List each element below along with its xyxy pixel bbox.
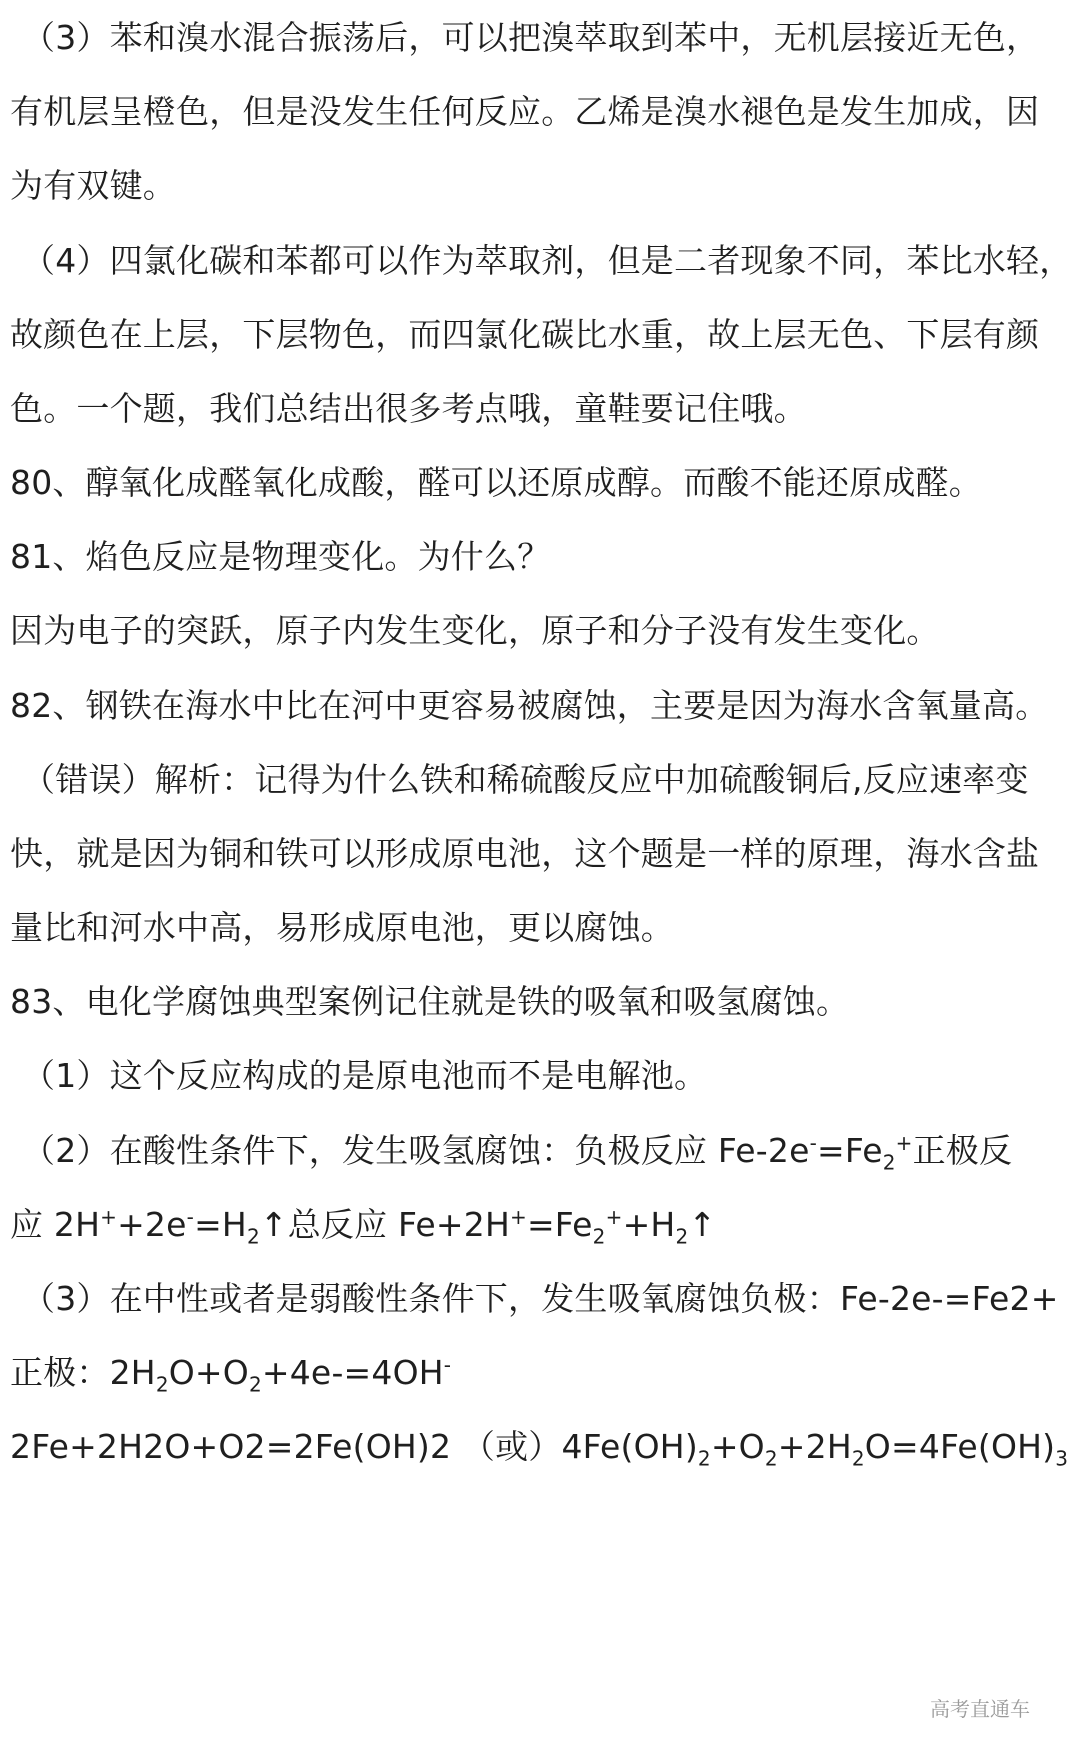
text-line: 80、醇氧化成醛氧化成酸，醛可以还原成醇。而酸不能还原成醛。 [10,463,982,502]
text-line: 因为电子的突跃，原子内发生变化，原子和分子没有发生变化。 [10,611,940,650]
text-line: （错误）解析：记得为什么铁和稀硫酸反应中加硫酸铜后,反应速率变 [22,760,1029,799]
text-line: 81、焰色反应是物理变化。为什么？ [10,537,551,576]
formula-line-hydroxide: 2Fe+2H2O+O2=2Fe(OH)2 （或）$4Fe(OH)_2+O_2+2H_2O=4Fe(OH)_3$ [10,1427,1069,1471]
text-line: 82、钢铁在海水中比在河中更容易被腐蚀，主要是因为海水含氧量高。 [10,686,1049,725]
text-line: 为有双键。 [10,166,176,205]
text-line: 有机层呈橙色，但是没发生任何反应。乙烯是溴水褪色是发生加成，因 [10,92,1040,131]
text-line: 故颜色在上层，下层物色，而四氯化碳比水重，故上层无色、下层有颜 [10,315,1040,354]
text-line: 量比和河水中高，易形成原电池，更以腐蚀。 [10,908,674,947]
text-line: 色。一个题，我们总结出很多考点哦，童鞋要记住哦。 [10,389,807,428]
text-line: 83、电化学腐蚀典型案例记住就是铁的吸氧和吸氢腐蚀。 [10,982,850,1021]
watermark: 高考直通车 [930,1697,1030,1721]
formula-line-total-reaction: 应 $2H^++2e^-=H_2↑$总反应 $Fe+2H^+=Fe_2^++H_2↑$ [10,1205,717,1249]
formula-line-positive-electrode: 正极：$2H_2O+O_2+4e-=4OH^-$ [10,1353,452,1397]
text-line: （4）四氯化碳和苯都可以作为萃取剂，但是二者现象不同，苯比水轻， [22,241,1072,280]
text-line: （3）苯和溴水混合振荡后，可以把溴萃取到苯中，无机层接近无色， [22,18,1040,57]
formula-line-acid-corrosion: （2）在酸性条件下，发生吸氢腐蚀：负极反应 $Fe-2e^-=Fe_2^+$正极反 [22,1131,1013,1175]
formula-line-oxygen-corrosion: （3）在中性或者是弱酸性条件下，发生吸氧腐蚀负极：Fe-2e-=Fe2+ [22,1279,1059,1318]
text-line: （1）这个反应构成的是原电池而不是电解池。 [22,1056,708,1095]
text-line: 快，就是因为铜和铁可以形成原电池，这个题是一样的原理，海水含盐 [10,834,1040,873]
